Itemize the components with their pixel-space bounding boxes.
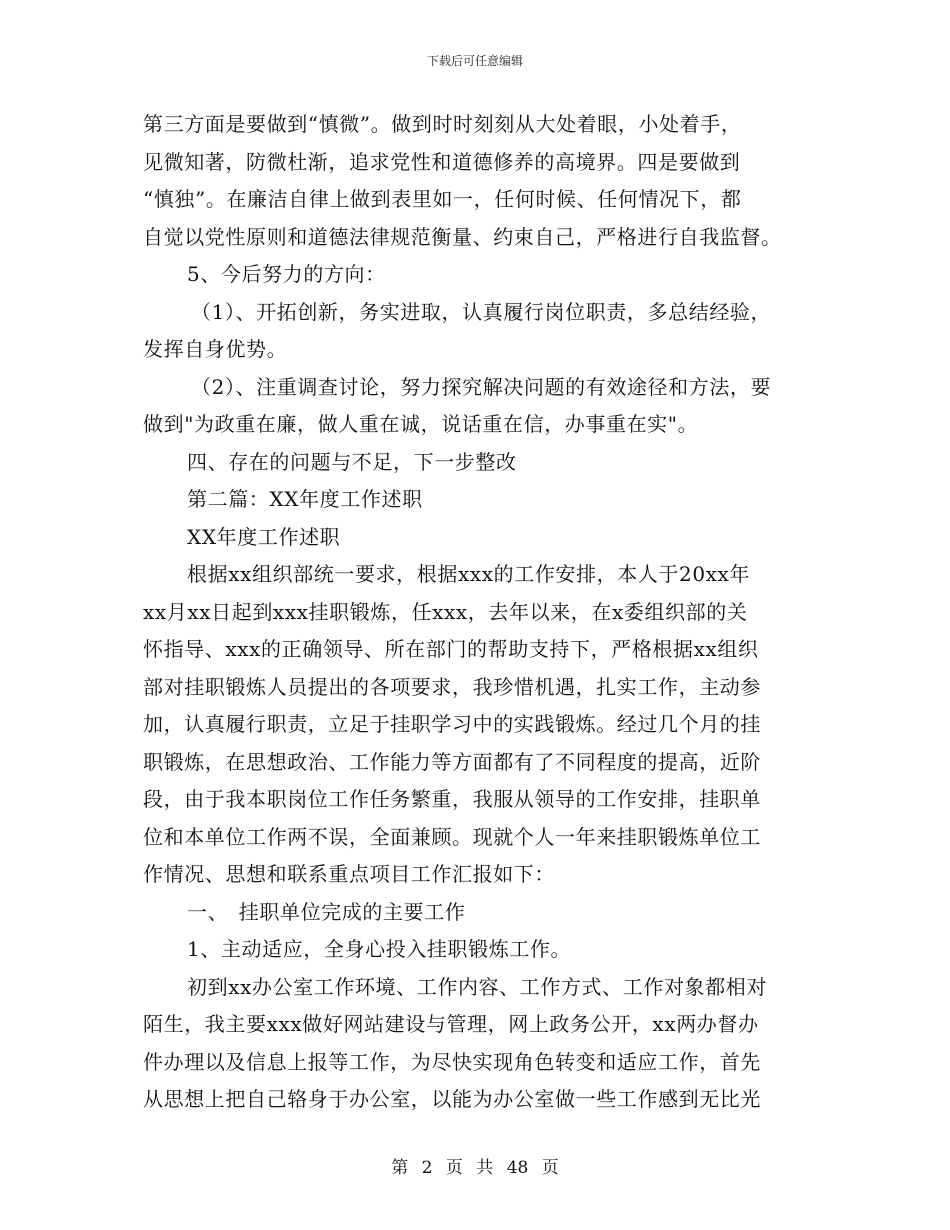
document-body: [143, 106, 823, 1119]
text-line: 5、今后努力的方向：: [187, 262, 386, 286]
text-line: 发挥自身优势。: [143, 337, 288, 361]
text-line: 初到xx办公室工作环境、工作内容、工作方式、工作对象都相对: [187, 974, 767, 999]
text-line: 职锻炼，在思想政治、工作能力等方面都有了不同程度的提高，近阶: [143, 749, 761, 774]
page-header: 下载后可任意编辑: [426, 54, 523, 68]
text-line: （1）、开拓创新，务实进取，认真履行岗位职责，多总结经验，: [191, 299, 772, 324]
text-line: 怀指导、xxx的正确领导、所在部门的帮助支持下，严格根据xx组织: [143, 637, 759, 661]
text-line: 从思想上把自己辂身于办公室，以能为办公室做一些工作感到无比光: [143, 1087, 761, 1111]
text-line: 第二篇：XX年度工作述职: [187, 487, 423, 511]
text-line: 作情况、思想和联系重点项目工作汇报如下：: [143, 862, 555, 886]
text-line: 见微知著，防微杜渐，追求党性和道德修养的高境界。四是要做到: [143, 149, 741, 174]
text-line: 第三方面是要做到“慎微”。做到时时刻刻从大处着眼，小处着手，: [143, 112, 742, 136]
text-line: 做到"为政重在廉，做人重在诚，说话重在信，办事重在实"。: [143, 412, 699, 436]
page-number: 第 2 页 共 48 页: [391, 1158, 559, 1178]
text-line: 1、主动适应，全身心投入挂职锻炼工作。: [187, 937, 572, 961]
text-line: 根据xx组织部统一要求，根据xxx的工作安排，本人于20xx年: [187, 562, 751, 586]
text-line: 一、 挂职单位完成的主要工作: [187, 899, 466, 924]
text-line: 陌生，我主要xxx做好网站建设与管理，网上政务公开，xx两办督办: [143, 1012, 759, 1036]
text-line: “慎独”。在廉洁自律上做到表里如一，任何时候、任何情况下，都: [143, 187, 742, 211]
text-line: xx月xx日起到xxx挂职锻炼，任xxx，去年以来，在x委组织部的关: [143, 599, 748, 624]
text-line: 加，认真履行职责，立足于挂职学习中的实践锻炼。经过几个月的挂: [143, 712, 761, 736]
text-line: 部对挂职锻炼人员提出的各项要求，我珍惜机遇，扎实工作，主动参: [143, 674, 761, 699]
text-line: XX年度工作述职: [187, 524, 341, 549]
text-line: （2）、注重调查讨论，努力探究解决问题的有效途径和方法，要: [191, 374, 772, 399]
text-line: 四、存在的问题与不足，下一步整改: [187, 449, 517, 474]
text-line: 自觉以党性原则和道德法律规范衡量、约束自己，严格进行自我监督。: [143, 224, 782, 249]
text-line: 位和本单位工作两不误，全面兼顾。现就个人一年来挂职锻炼单位工: [143, 824, 761, 849]
text-line: 段，由于我本职岗位工作任务繁重，我服从领导的工作安排，挂职单: [143, 787, 761, 811]
text-line: 件办理以及信息上报等工作，为尽快实现角色转变和适应工作，首先: [143, 1049, 761, 1074]
